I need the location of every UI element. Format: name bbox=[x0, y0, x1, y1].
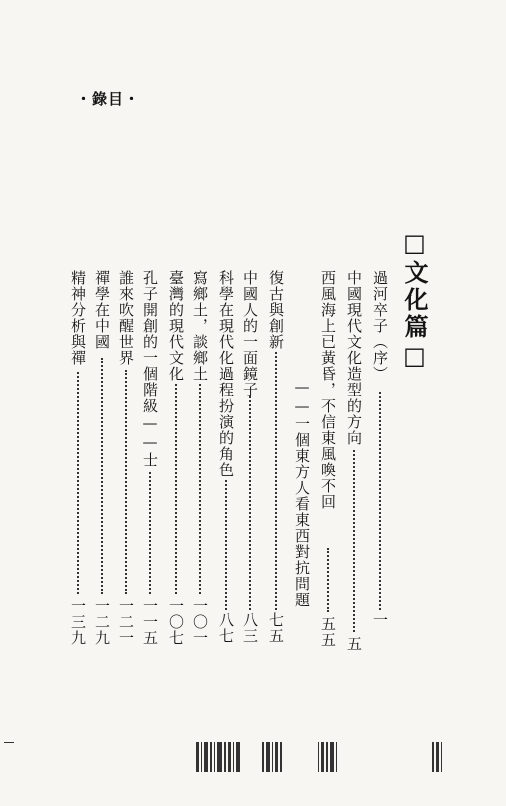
dot-leader bbox=[225, 480, 227, 610]
toc-entry-title: 科學在現代化過程扮演的角色 bbox=[217, 270, 235, 478]
dot-leader bbox=[175, 384, 177, 594]
toc-entry-page: 一一五 bbox=[141, 598, 159, 646]
dot-leader bbox=[275, 352, 277, 610]
toc-entry-title: 精神分析與禪 bbox=[69, 270, 87, 366]
toc-entry-title: 西風海上已黃昏，不信東風喚不回 bbox=[319, 270, 337, 510]
toc-entry-page: 一〇一 bbox=[191, 598, 209, 646]
toc-entry-page: 一〇七 bbox=[167, 598, 185, 646]
toc-entry-subtitle: ——一個東方人看東西對抗問題 bbox=[293, 378, 311, 608]
dot-leader bbox=[101, 358, 103, 594]
toc-entry-page: 一二一 bbox=[117, 598, 135, 646]
scan-barcode-strip bbox=[196, 742, 242, 772]
scan-barcode-strip bbox=[318, 742, 339, 772]
dot-leader bbox=[249, 396, 251, 610]
scan-barcode-strip bbox=[262, 742, 284, 772]
dot-leader bbox=[149, 472, 151, 594]
dot-leader bbox=[77, 372, 79, 594]
toc-entry-page: 八七 bbox=[217, 612, 235, 644]
dot-leader bbox=[379, 392, 381, 610]
toc-entry-page: 五五 bbox=[319, 616, 337, 648]
toc-entry-page: 八三 bbox=[241, 612, 259, 644]
toc-entry-title: 中國人的一面鏡子 bbox=[241, 270, 259, 398]
toc-entry-title: 誰來吹醒世界 bbox=[117, 270, 135, 366]
dot-leader bbox=[199, 384, 201, 594]
toc-entry-title: 禪學在中國 bbox=[93, 270, 111, 350]
toc-entry-title: 臺灣的現代文化 bbox=[167, 270, 185, 382]
toc-entry-title: 中國現代文化造型的方向 bbox=[345, 270, 363, 446]
toc-entry-page: 五 bbox=[345, 636, 363, 652]
toc-entry-title: 過河卒子（序） bbox=[371, 270, 389, 382]
toc-entry-page: 一三九 bbox=[69, 598, 87, 646]
scan-mark bbox=[4, 742, 14, 743]
dot-leader bbox=[125, 370, 127, 594]
scan-barcode-strip bbox=[432, 742, 444, 772]
toc-entry-title: 孔子開創的一個階級——士 bbox=[141, 270, 159, 468]
dot-leader bbox=[327, 548, 329, 612]
section-title: □文化篇□ bbox=[400, 228, 429, 373]
toc-entry-title: 復古與創新 bbox=[267, 270, 285, 350]
toc-entry-page: 一二九 bbox=[93, 598, 111, 646]
running-header: ・錄目・ bbox=[76, 90, 141, 108]
toc-entry-page: 一 bbox=[371, 612, 389, 628]
dot-leader bbox=[353, 450, 355, 632]
toc-entry-page: 七五 bbox=[267, 612, 285, 644]
toc-entry-title: 寫鄉土，談鄉土 bbox=[191, 270, 209, 382]
